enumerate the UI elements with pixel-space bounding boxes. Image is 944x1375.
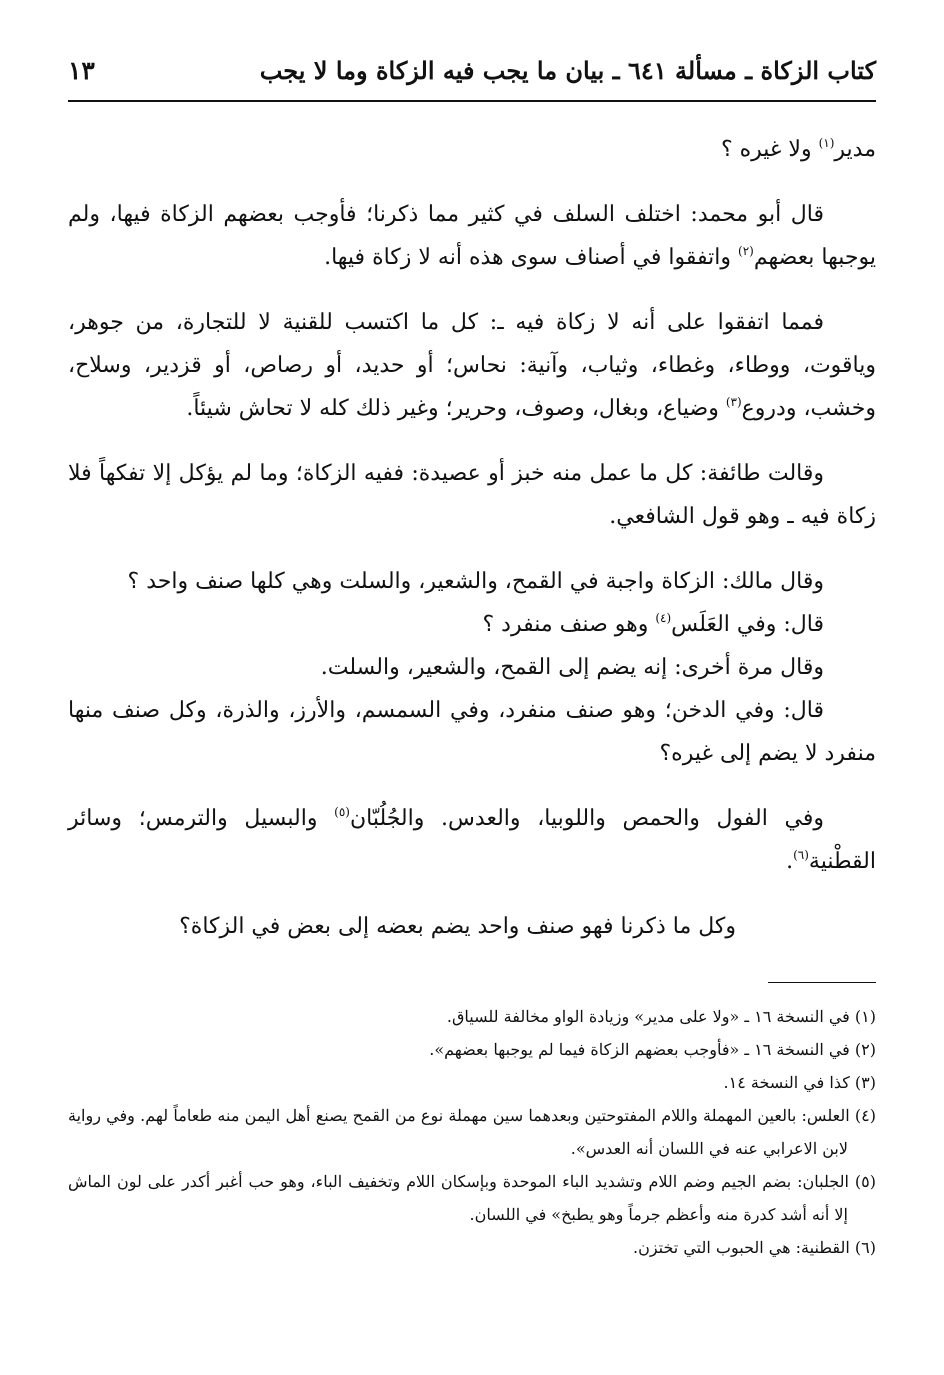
paragraph-6 (68, 603, 876, 646)
paragraph-9-mid: والبسيل والترمس؛ وسائر القطْنية (68, 806, 876, 874)
paragraph-6-tail: وهو صنف منفرد ؟ (482, 612, 656, 637)
footnote-divider (768, 982, 876, 983)
running-title: كتاب الزكاة ـ مسألة ٦٤١ ـ بيان ما يجب فيه الزكاة وما لا يجب (259, 55, 876, 85)
paragraph-1-text: مدير (834, 137, 876, 162)
paragraph-3 (68, 301, 876, 430)
footnote-1: (١) في النسخة ١٦ ـ «ولا على مدير» وزيادة الواو مخالفة للسياق. (446, 1007, 876, 1026)
paragraph-9 (68, 797, 876, 883)
paragraph-10: وكل ما ذكرنا فهو صنف واحد يضم بعضه إلى بعض في الزكاة؟ (179, 914, 736, 939)
footnote-ref-2: (٢) (738, 244, 754, 258)
footnote-5: (٥) الجلبان: بضم الجيم وضم اللام وتشديد الباء الموحدة وبإسكان اللام وتخفيف الباء، وهو حب أغبر أكدر على لون الماش إلا أنه أشد كدرة منه وأعظم جرماً وهو يطبخ» في اللسان. (68, 1172, 876, 1224)
paragraph-2 (68, 193, 876, 279)
paragraph-7: وقال مرة أخرى: إنه يضم إلى القمح، والشعير، والسلت. (320, 655, 824, 680)
page-number: ١٣ (68, 55, 95, 85)
paragraph-9-text: وفي الفول والحمص واللوبيا، والعدس. والجُلُبّان (349, 806, 824, 831)
header-divider (68, 100, 876, 102)
paragraph-4: وقالت طائفة: كل ما عمل منه خبز أو عصيدة: ففيه الزكاة؛ وما لم يؤكل إلا تفكهاً فلا زكاة فيه ـ وهو قول الشافعي. (68, 461, 876, 529)
paragraph-2-text: قال أبو محمد: اختلف السلف في كثير مما ذكرنا؛ فأوجب بعضهم الزكاة فيها، ولم يوجبها بعضهم (68, 202, 876, 270)
paragraph-8: قال: وفي الدخن؛ وهو صنف منفرد، وفي السمسم، والأرز، والذرة، وكل صنف منها منفرد لا يضم إلى غيره؟ (68, 698, 876, 766)
footnote-3: (٣) كذا في النسخة ١٤. (723, 1073, 876, 1092)
footnote-ref-6: (٦) (793, 848, 809, 862)
footnote-ref-1: (١) (818, 136, 835, 150)
paragraph-3-tail: وضياع، وبغال، وصوف، وحرير؛ وغير ذلك كله لا تحاش شيئاً. (186, 396, 726, 421)
paragraph-2-tail: واتفقوا في أصناف سوى هذه أنه لا زكاة فيها. (324, 245, 738, 270)
main-text (68, 128, 876, 970)
paragraph-9-tail: . (786, 849, 794, 874)
paragraph-5: وقال مالك: الزكاة واجبة في القمح، والشعير، والسلت وهي كلها صنف واحد ؟ (127, 569, 824, 594)
paragraph-3-text: فمما اتفقوا على أنه لا زكاة فيه ـ: كل ما اكتسب للقنية لا للتجارة، من جوهر، وياقوت، ووطاء، وغطاء، وثياب، وآنية: نحاس؛ أو حديد، أو رصاص، أو قزدير، وسلاح، وخشب، ودروع (68, 310, 876, 421)
footnote-6: (٦) القطنية: هي الحبوب التي تختزن. (632, 1238, 876, 1257)
paragraph-1 (68, 128, 876, 171)
footnote-ref-5: (٥) (334, 805, 350, 819)
running-header (68, 50, 876, 90)
footnote-ref-4: (٤) (655, 611, 672, 625)
paragraph-1-tail: ولا غيره ؟ (720, 137, 819, 162)
footnote-2: (٢) في النسخة ١٦ ـ «فأوجب بعضهم الزكاة فيما لم يوجبها بعضهم». (429, 1040, 876, 1059)
footnote-4: (٤) العلس: بالعين المهملة واللام المفتوحتين وبعدهما سين مهملة نوع من القمح يصنع أهل اليمن منه طعاماً لهم. وفي رواية لابن الاعرابي عنه في اللسان أنه العدس». (68, 1106, 876, 1158)
footnote-ref-3: (٣) (725, 395, 742, 409)
footnotes (68, 1000, 876, 1264)
paragraph-6-text: قال: وفي العَلَس (671, 612, 824, 637)
